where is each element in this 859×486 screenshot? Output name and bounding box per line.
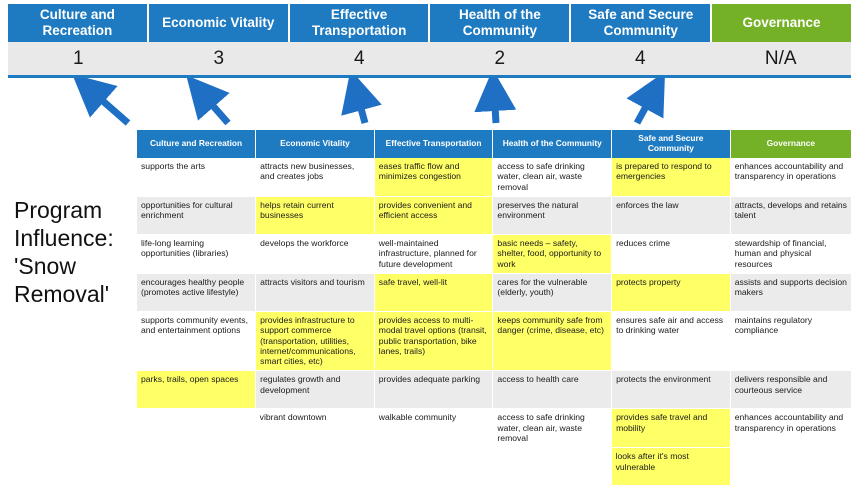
arrow-group xyxy=(0,78,859,130)
matrix-cell: cares for the vulnerable (elderly, youth) xyxy=(493,273,612,311)
matrix-cell: encourages healthy people (promotes active lifestyle) xyxy=(137,273,256,311)
matrix-cell-highlighted: basic needs – safety, shelter, food, opportunity to work xyxy=(493,234,612,273)
matrix-column-header: Health of the Community xyxy=(493,130,612,158)
matrix-cell-highlighted: helps retain current businesses xyxy=(256,196,375,234)
priority-header-band xyxy=(8,4,851,42)
matrix-cell: access to safe drinking water, clean air, waste removal xyxy=(493,409,612,448)
matrix-cell: supports community events, and entertainment options xyxy=(137,311,256,371)
matrix-cell xyxy=(493,448,612,486)
matrix-cell xyxy=(137,409,256,448)
priority-score-cell: N/A xyxy=(764,47,797,69)
program-influence-caption: Program Influence: 'Snow Removal' xyxy=(14,197,114,308)
matrix-cell: well-maintained infrastructure, planned for future development xyxy=(374,234,493,273)
matrix-cell: provides adequate parking xyxy=(374,371,493,409)
matrix-cell: attracts visitors and tourism xyxy=(256,273,375,311)
matrix-cell-highlighted: parks, trails, open spaces xyxy=(137,371,256,409)
matrix-cell: enhances accountability and transparency in operations xyxy=(730,409,851,448)
priority-score-cell: 4 xyxy=(353,47,365,69)
matrix-body xyxy=(137,158,851,486)
matrix-cell: access to safe drinking water, clean air, waste removal xyxy=(493,158,612,196)
matrix-cell: enforces the law xyxy=(612,196,731,234)
matrix-column-header: Effective Transportation xyxy=(374,130,493,158)
priority-score-cell: 2 xyxy=(494,47,506,69)
matrix-cell-highlighted: provides convenient and efficient access xyxy=(374,196,493,234)
matrix-cell: preserves the natural environment xyxy=(493,196,612,234)
matrix-cell-highlighted: keeps community safe from danger (crime, disease, etc) xyxy=(493,311,612,371)
arrow-icon-4 xyxy=(494,90,496,123)
matrix-row xyxy=(137,371,851,409)
priority-score-band xyxy=(8,42,851,78)
matrix-cell xyxy=(256,448,375,486)
matrix-cell: reduces crime xyxy=(612,234,731,273)
priority-header-cell: Health of the Community xyxy=(430,4,571,42)
matrix-cell: life-long learning opportunities (libraries) xyxy=(137,234,256,273)
matrix-row xyxy=(137,158,851,196)
matrix-cell-highlighted: safe travel, well-lit xyxy=(374,273,493,311)
matrix-row xyxy=(137,409,851,448)
matrix-cell-highlighted: protects property xyxy=(612,273,731,311)
matrix-cell xyxy=(137,448,256,486)
arrow-icon-1 xyxy=(88,88,128,123)
matrix-cell: attracts, develops and retains talent xyxy=(730,196,851,234)
matrix-cell-highlighted: provides safe travel and mobility xyxy=(612,409,731,448)
matrix-row xyxy=(137,273,851,311)
matrix-cell: maintains regulatory compliance xyxy=(730,311,851,371)
priority-score-cell: 4 xyxy=(634,47,646,69)
matrix-row xyxy=(137,448,851,486)
priority-header-cell: Effective Transportation xyxy=(290,4,431,42)
matrix-row xyxy=(137,196,851,234)
matrix-cell: delivers responsible and courteous service xyxy=(730,371,851,409)
matrix-cell-highlighted: eases traffic flow and minimizes congestion xyxy=(374,158,493,196)
matrix-cell xyxy=(730,448,851,486)
matrix-column-header: Economic Vitality xyxy=(256,130,375,158)
matrix-cell xyxy=(374,448,493,486)
matrix-row xyxy=(137,311,851,371)
arrow-icon-2 xyxy=(200,91,228,123)
priority-matrix-table xyxy=(137,130,851,486)
matrix-header-row xyxy=(137,130,851,158)
matrix-cell: develops the workforce xyxy=(256,234,375,273)
matrix-row xyxy=(137,234,851,273)
matrix-column-header: Safe and Secure Community xyxy=(612,130,731,158)
matrix-cell-highlighted: is prepared to respond to emergencies xyxy=(612,158,731,196)
arrow-icon-5 xyxy=(637,90,655,123)
matrix-cell: ensures safe air and access to drinking water xyxy=(612,311,731,371)
matrix-cell-highlighted: looks after it's most vulnerable xyxy=(612,448,731,486)
matrix-cell: protects the environment xyxy=(612,371,731,409)
matrix-cell: assists and supports decision makers xyxy=(730,273,851,311)
matrix-cell-highlighted: provides infrastructure to support commerce (transportation, utilities, internet/communications, smart cities, etc) xyxy=(256,311,375,371)
priority-header-cell: Economic Vitality xyxy=(149,4,290,42)
matrix-cell: attracts new businesses, and creates jobs xyxy=(256,158,375,196)
matrix-cell: enhances accountability and transparency in operations xyxy=(730,158,851,196)
arrow-icon-3 xyxy=(356,90,365,123)
matrix-cell: walkable community xyxy=(374,409,493,448)
matrix-cell-highlighted: provides access to multi-modal travel options (transit, public transportation, bike lanes, trails) xyxy=(374,311,493,371)
matrix-cell: supports the arts xyxy=(137,158,256,196)
matrix-cell: access to health care xyxy=(493,371,612,409)
matrix-cell: regulates growth and development xyxy=(256,371,375,409)
matrix-cell: vibrant downtown xyxy=(256,409,375,448)
priority-score-cell: 3 xyxy=(213,47,225,69)
priority-header-cell: Governance xyxy=(712,4,851,42)
matrix-column-header: Culture and Recreation xyxy=(137,130,256,158)
priority-score-cell: 1 xyxy=(72,47,84,69)
priority-header-cell: Safe and Secure Community xyxy=(571,4,712,42)
matrix-cell: stewardship of financial, human and physical resources xyxy=(730,234,851,273)
matrix-column-header: Governance xyxy=(730,130,851,158)
priority-header-cell: Culture and Recreation xyxy=(8,4,149,42)
matrix-cell: opportunities for cultural enrichment xyxy=(137,196,256,234)
